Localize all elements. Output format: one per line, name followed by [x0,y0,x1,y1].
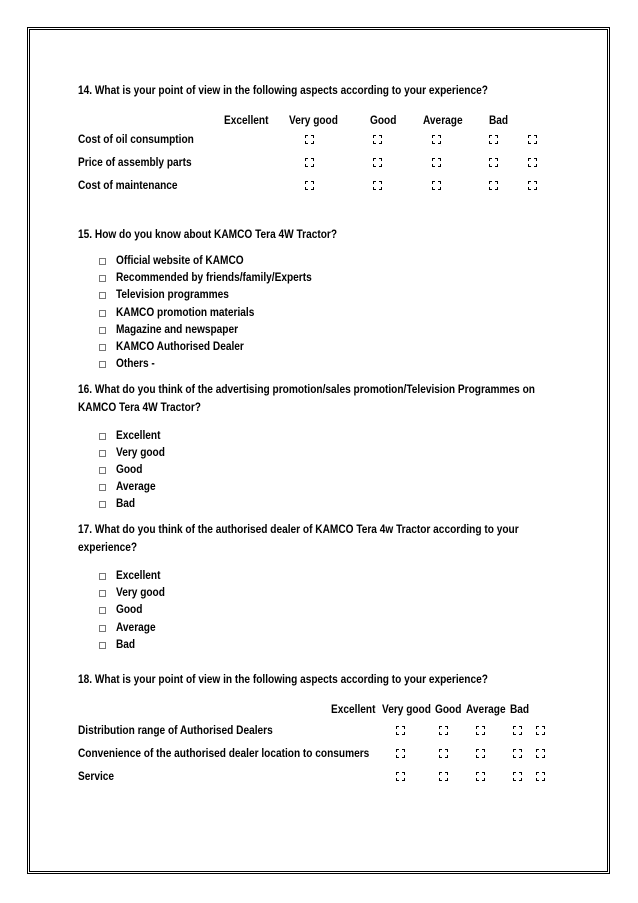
q18-r3-checkbox-4[interactable] [513,772,522,781]
q16-option-label: Good [116,464,143,476]
q14-r2-checkbox-2[interactable] [373,158,382,167]
q16-question-line1: 16. What do you think of the advertising promotion/sales promotion/Television Programmes on [78,384,535,396]
q14-r1-checkbox-3[interactable] [432,135,441,144]
q18-row-label: Distribution range of Authorised Dealers [78,725,273,737]
q16-option-label: Excellent [116,430,161,442]
q14-question: 14. What is your point of view in the following aspects according to your experience? [78,85,488,97]
q15-option-checkbox[interactable] [99,275,106,282]
q14-r2-checkbox-4[interactable] [489,158,498,167]
q16-option-label: Very good [116,447,165,459]
q17-option-checkbox[interactable] [99,607,106,614]
q16-option-checkbox[interactable] [99,484,106,491]
q18-r2-checkbox-4[interactable] [513,749,522,758]
q15-option-checkbox[interactable] [99,258,106,265]
q15-option-label: KAMCO Authorised Dealer [116,341,244,353]
q16-option-label: Bad [116,498,136,510]
q15-option-label: Magazine and newspaper [116,324,239,336]
q17-option-checkbox[interactable] [99,590,106,597]
q17-question-line1: 17. What do you think of the authorised dealer of KAMCO Tera 4w Tractor according to your [78,524,519,536]
q14-r1-checkbox-4[interactable] [489,135,498,144]
q15-option-label: Recommended by friends/family/Experts [116,272,312,284]
q14-header-very-good: Very good [289,115,338,127]
q15-option-label: KAMCO promotion materials [116,307,255,319]
q18-header-bad: Bad [510,704,530,716]
q14-r3-checkbox-3[interactable] [432,181,441,190]
q15-option-checkbox[interactable] [99,344,106,351]
q17-option-checkbox[interactable] [99,573,106,580]
q17-option-checkbox[interactable] [99,642,106,649]
q18-r3-checkbox-1[interactable] [396,772,405,781]
q14-r2-checkbox-3[interactable] [432,158,441,167]
q14-r3-checkbox-4[interactable] [489,181,498,190]
q14-r1-checkbox-2[interactable] [373,135,382,144]
q18-r1-checkbox-1[interactable] [396,726,405,735]
q18-r2-checkbox-5[interactable] [536,749,545,758]
q15-option-label: Official website of KAMCO [116,255,244,267]
q16-option-checkbox[interactable] [99,501,106,508]
q14-header-good: Good [370,115,397,127]
q14-row-label: Price of assembly parts [78,157,192,169]
q18-header-average: Average [466,704,506,716]
q14-r1-checkbox-1[interactable] [305,135,314,144]
q18-header-good: Good [435,704,462,716]
q17-option-label: Good [116,604,143,616]
q14-r3-checkbox-2[interactable] [373,181,382,190]
q14-header-bad: Bad [489,115,509,127]
q18-row-label: Service [78,771,115,783]
q16-option-label: Average [116,481,156,493]
q14-header-excellent: Excellent [224,115,269,127]
q17-option-label: Bad [116,639,136,651]
q17-option-label: Average [116,622,156,634]
q14-header-average: Average [423,115,463,127]
q17-option-label: Excellent [116,570,161,582]
q18-question: 18. What is your point of view in the following aspects according to your experience? [78,674,488,686]
q18-r1-checkbox-3[interactable] [476,726,485,735]
q16-option-checkbox[interactable] [99,450,106,457]
q18-r2-checkbox-3[interactable] [476,749,485,758]
q16-option-checkbox[interactable] [99,467,106,474]
q15-option-checkbox[interactable] [99,310,106,317]
q18-row-label: Convenience of the authorised dealer location to consumers [78,748,370,760]
q17-option-checkbox[interactable] [99,625,106,632]
q14-row-label: Cost of oil consumption [78,134,194,146]
q15-option-checkbox[interactable] [99,292,106,299]
q18-r1-checkbox-5[interactable] [536,726,545,735]
q15-option-label: Television programmes [116,289,229,301]
q15-option-checkbox[interactable] [99,327,106,334]
q14-r3-checkbox-5[interactable] [528,181,537,190]
q18-r3-checkbox-5[interactable] [536,772,545,781]
q14-r2-checkbox-5[interactable] [528,158,537,167]
q16-option-checkbox[interactable] [99,433,106,440]
q18-r1-checkbox-4[interactable] [513,726,522,735]
q15-option-checkbox[interactable] [99,361,106,368]
q15-option-label: Others - [116,358,155,370]
q17-question-line2: experience? [78,542,138,554]
q14-r1-checkbox-5[interactable] [528,135,537,144]
q18-r2-checkbox-1[interactable] [396,749,405,758]
q15-question: 15. How do you know about KAMCO Tera 4W Tractor? [78,229,338,241]
q18-header-very-good: Very good [382,704,431,716]
q18-r2-checkbox-2[interactable] [439,749,448,758]
q14-r2-checkbox-1[interactable] [305,158,314,167]
q18-header-excellent: Excellent [331,704,376,716]
q14-r3-checkbox-1[interactable] [305,181,314,190]
q14-row-label: Cost of maintenance [78,180,178,192]
q18-r3-checkbox-2[interactable] [439,772,448,781]
q16-question-line2: KAMCO Tera 4W Tractor? [78,402,201,414]
q17-option-label: Very good [116,587,165,599]
q18-r3-checkbox-3[interactable] [476,772,485,781]
q18-r1-checkbox-2[interactable] [439,726,448,735]
